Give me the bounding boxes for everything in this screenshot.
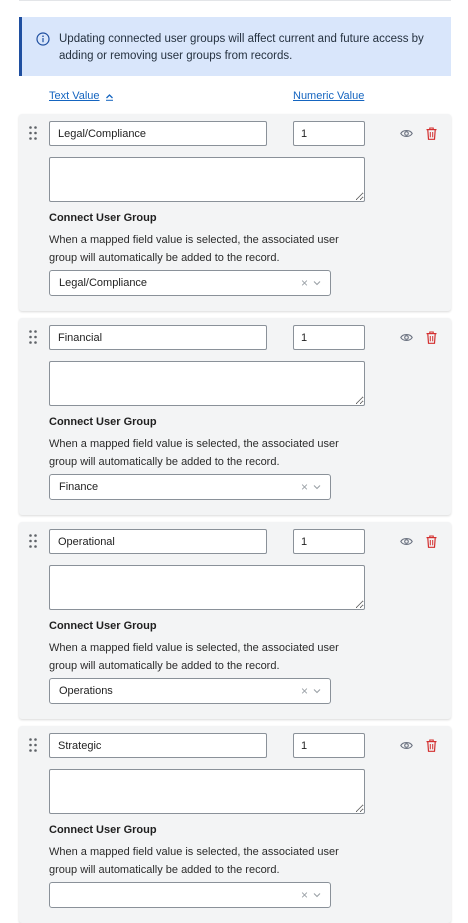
description-textarea[interactable] [49,157,365,202]
description-textarea[interactable] [49,565,365,610]
user-group-select[interactable] [49,882,331,908]
clear-icon[interactable]: × [300,480,308,494]
drag-handle-icon[interactable] [28,329,38,345]
connect-user-group-description: When a mapped field value is selected, the associated user group will automatically be added to the record. [49,846,339,876]
chevron-down-icon[interactable] [313,892,321,898]
chevron-down-icon[interactable] [313,484,321,490]
user-group-select-value: Operations [59,685,113,697]
value-row-card [19,318,451,515]
connect-user-group-title: Connect User Group [49,824,157,836]
drag-handle-icon[interactable] [28,125,38,141]
value-row-card [19,114,451,311]
info-banner [19,17,451,76]
user-group-select[interactable] [49,474,331,500]
text-value-header-label[interactable]: Text Value [49,90,100,102]
drag-handle-icon[interactable] [28,737,38,753]
text-value-input[interactable] [49,529,267,554]
trash-icon[interactable] [426,535,437,548]
description-textarea[interactable] [49,769,365,814]
connect-user-group-title: Connect User Group [49,416,157,428]
eye-icon[interactable] [400,332,413,343]
chevron-down-icon[interactable] [313,280,321,286]
eye-icon[interactable] [400,536,413,547]
user-group-select-value: Legal/Compliance [59,277,148,289]
clear-icon[interactable]: × [300,276,308,290]
text-value-input[interactable] [49,733,267,758]
drag-handle-icon[interactable] [28,533,38,549]
numeric-value-input[interactable] [293,733,365,758]
description-textarea[interactable] [49,361,365,406]
numeric-value-input[interactable] [293,121,365,146]
numeric-value-input[interactable] [293,325,365,350]
info-icon [36,32,50,46]
user-group-select[interactable] [49,678,331,704]
value-row-card [19,726,451,923]
connect-user-group-description: When a mapped field value is selected, the associated user group will automatically be added to the record. [49,438,339,468]
connect-user-group-title: Connect User Group [49,620,157,632]
connect-user-group-title: Connect User Group [49,212,157,224]
eye-icon[interactable] [400,128,413,139]
clear-icon[interactable]: × [300,684,308,698]
trash-icon[interactable] [426,331,437,344]
chevron-down-icon[interactable] [313,688,321,694]
text-value-column-header[interactable] [49,90,114,102]
numeric-value-column-header[interactable]: Numeric Value [293,90,365,102]
sort-ascending-icon[interactable] [105,92,114,101]
user-group-select[interactable] [49,270,331,296]
clear-icon[interactable]: × [300,888,308,902]
trash-icon[interactable] [426,127,437,140]
user-group-select-value: Finance [59,481,99,493]
eye-icon[interactable] [400,740,413,751]
text-value-input[interactable] [49,121,267,146]
value-row-card [19,522,451,719]
numeric-value-input[interactable] [293,529,365,554]
connect-user-group-description: When a mapped field value is selected, the associated user group will automatically be added to the record. [49,642,339,672]
top-divider [19,0,451,1]
connect-user-group-description: When a mapped field value is selected, the associated user group will automatically be added to the record. [49,234,339,264]
column-headers [0,90,468,106]
banner-text: Updating connected user groups will affect current and future access by adding or removing user groups from records. [59,33,424,62]
text-value-input[interactable] [49,325,267,350]
trash-icon[interactable] [426,739,437,752]
